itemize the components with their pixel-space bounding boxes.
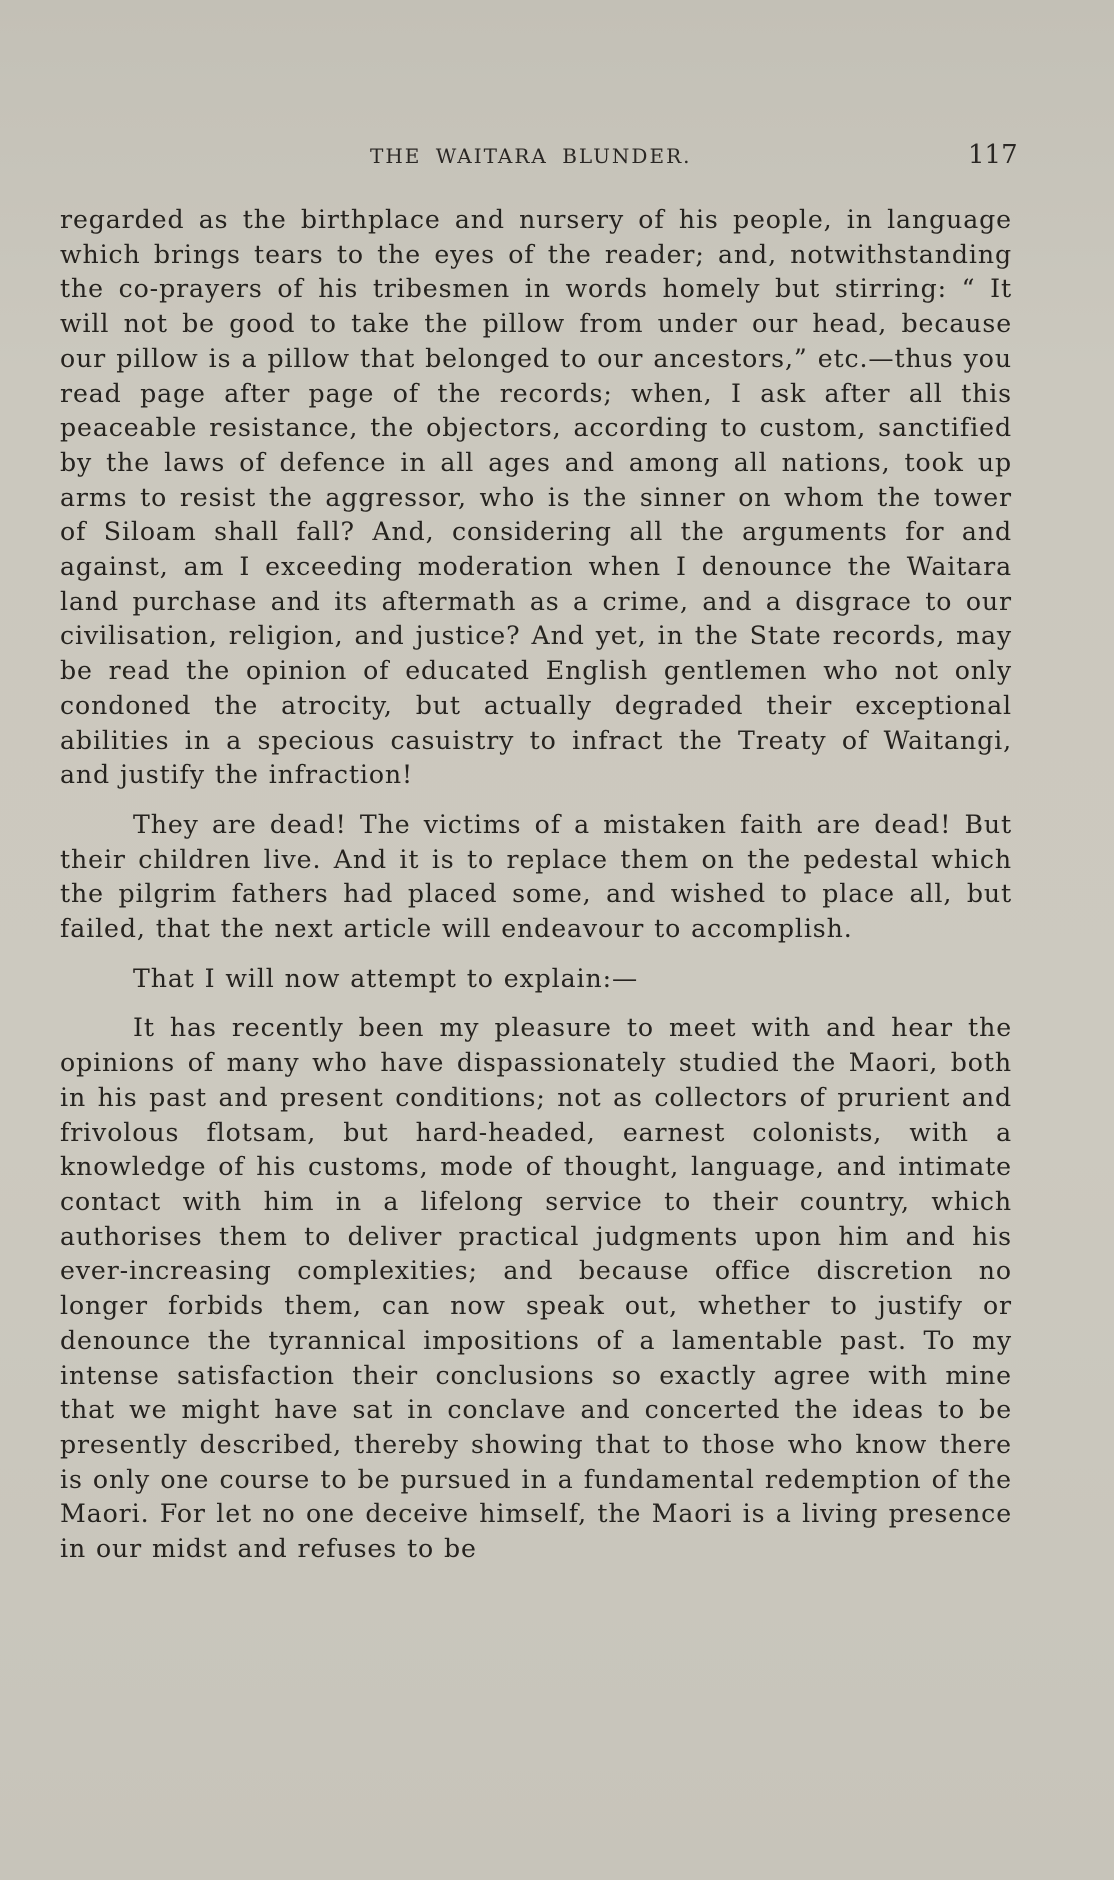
running-title: THE WAITARA BLUNDER.	[370, 144, 692, 168]
body-text	[60, 203, 1012, 1567]
paragraph-continued: regarded as the birthplace and nursery of his people, in language which brings tears to the eyes of the reader; and, notwithstanding the co-prayers of his tribesmen in words homely but stirring: “ It will not be good to take the pillow from under our head, because our pillow is a pillow that belonged to our ancestors,” etc.—thus you read page after page of the records; when, I ask after all this peaceable resistance, the objectors, according to custom, sanctified by the laws of defence in all ages and among all nations, took up arms to resist the aggressor, who is the sinner on whom the tower of Siloam shall fall? And, considering all the arguments for and against, am I exceeding moderation when I denounce the Waitara land purchase and its aftermath as a crime, and a disgrace to our civilisation, religion, and justice? And yet, in the State records, may be read the opinion of educated English gentlemen who not only condoned the atrocity, but actually degraded their exceptional abilities in a specious casuistry to infract the Treaty of Waitangi, and justify the infraction!	[60, 205, 1012, 790]
page-number: 117	[968, 140, 1018, 170]
paragraph-attempt-to-explain: That I will now attempt to explain:—	[133, 963, 639, 993]
running-head	[0, 140, 1114, 170]
paragraph-they-are-dead: They are dead! The victims of a mistaken faith are dead! But their children live. And it is to replace them on the pedestal which the pilgrim fathers had placed some, and wished to place all, but failed, that the next article will endeavour to accomplish.	[60, 809, 1012, 944]
paragraph-recent-opinions: It has recently been my pleasure to meet with and hear the opinions of many who have dispassionately studied the Maori, both in his past and present conditions; not as collectors of prurient and frivolous flotsam, but hard-headed, earnest colonists, with a knowledge of his customs, mode of thought, language, and intimate contact with him in a lifelong service to their country, which authorises them to deliver practical judgments upon him and his ever-increasing complexities; and because office discretion no longer forbids them, can now speak out, whether to justify or denounce the tyrannical impositions of a lamentable past. To my intense satisfaction their conclusions so exactly agree with mine that we might have sat in conclave and concerted the ideas to be presently described, thereby showing that to those who know there is only one course to be pursued in a fundamental redemption of the Maori. For let no one deceive himself, the Maori is a living presence in our midst and refuses to be	[60, 1013, 1012, 1564]
